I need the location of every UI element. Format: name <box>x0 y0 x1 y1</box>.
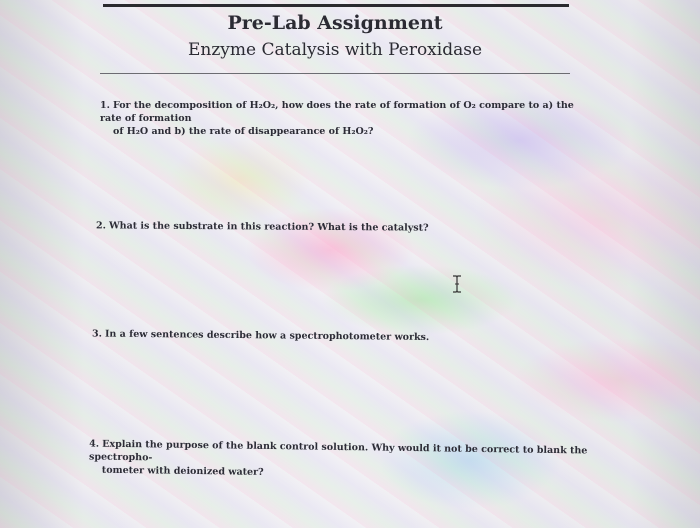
question-text: In a few sentences describe how a spectrophotometer works. <box>104 328 430 344</box>
question-number: 2. <box>95 220 106 232</box>
question-number: 4. <box>89 438 100 450</box>
question-text: For the decomposition of H₂O₂, how does the rate of formation of O₂ compare to a) the rate of formation <box>100 100 574 124</box>
question-text-continued: of H₂O and b) the rate of disappearance of H₂O₂? <box>113 126 374 137</box>
question-text-continued: tometer with deionized water? <box>101 464 264 478</box>
question-number: 3. <box>91 328 102 340</box>
page-subtitle: Enzyme Catalysis with Peroxidase <box>187 40 483 60</box>
question-text: What is the substrate in this reaction? What is the catalyst? <box>108 220 429 234</box>
header-rule <box>100 73 570 74</box>
question-number: 1. <box>100 100 110 111</box>
page-title: Pre-Lab Assignment <box>227 12 443 34</box>
question-4 <box>89 438 589 484</box>
question-1 <box>100 99 580 138</box>
top-rule <box>103 4 569 7</box>
question-text: Explain the purpose of the blank control solution. Why would it not be correct to blank the spectropho- <box>88 438 588 464</box>
text-cursor-icon <box>450 275 464 293</box>
